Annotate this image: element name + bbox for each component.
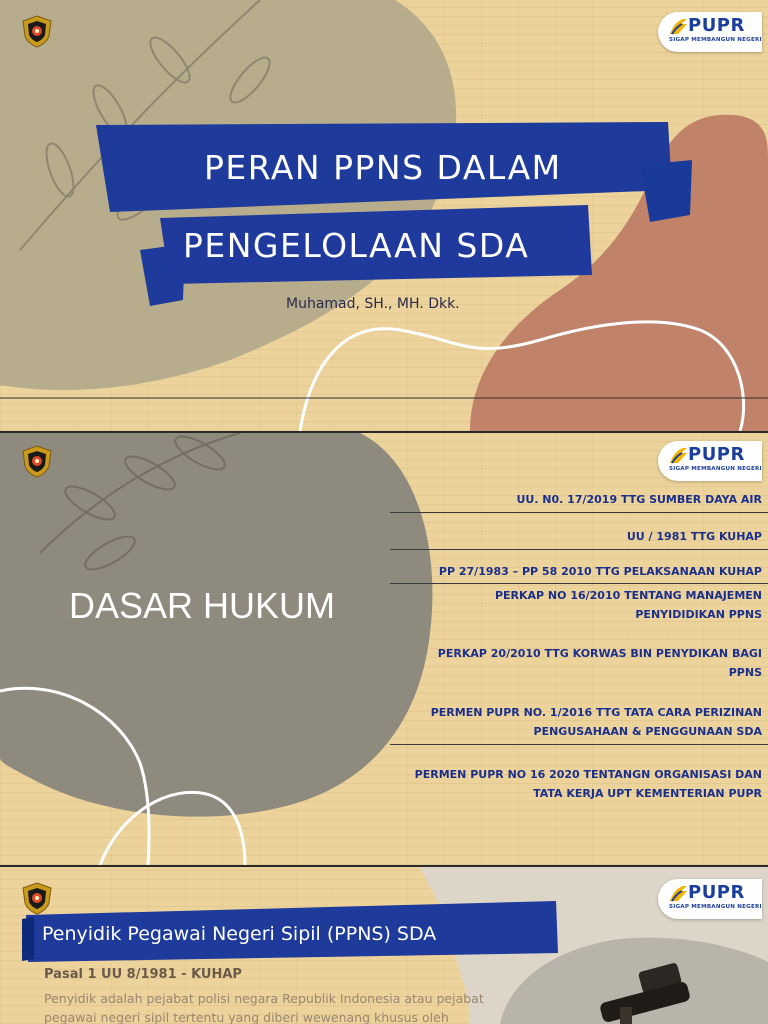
shield-badge-icon — [20, 14, 54, 48]
law-divider — [390, 583, 768, 584]
slide1-decor — [0, 0, 768, 431]
law-item: UU. N0. 17/2019 TTG SUMBER DAYA AIR — [516, 493, 762, 506]
law-item: PERMEN PUPR NO 16 2020 TENTANGN ORGANISASI DAN TATA KERJA UPT KEMENTERIAN PUPR — [414, 768, 762, 800]
slide-dasar-hukum — [0, 433, 768, 865]
law-item: PERMEN PUPR NO. 1/2016 TTG TATA CARA PERIZINAN PENGUSAHAAN & PENGGUNAAN SDA — [430, 706, 762, 738]
pupr-logo — [658, 12, 762, 52]
pupr-logo-icon — [669, 885, 688, 902]
dasar-hukum-heading: DASAR HUKUM — [69, 585, 336, 626]
law-item: PERKAP 20/2010 TTG KORWAS BIN PENYDIKAN BAGI PPNS — [437, 647, 762, 679]
pupr-logo-icon — [669, 18, 688, 35]
logo-tagline: SIGAP MEMBANGUN NEGERI — [669, 466, 762, 472]
law-item: PP 27/1983 – PP 58 2010 TTG PELAKSANAAN KUHAP — [438, 565, 762, 578]
pupr-logo-icon — [669, 447, 688, 464]
logo-tagline: SIGAP MEMBANGUN NEGERI — [669, 904, 762, 910]
shield-badge-icon — [20, 881, 54, 915]
law-divider — [390, 549, 768, 550]
law-item: UU / 1981 TTG KUHAP — [626, 530, 762, 543]
law-item: PERKAP NO 16/2010 TENTANG MANAJEMEN PENYIDIDIKAN PPNS — [494, 589, 762, 621]
logo-text: PUPR — [688, 444, 745, 465]
pupr-logo — [658, 441, 762, 481]
title-line2: PENGELOLAAN SDA — [183, 226, 530, 265]
law-divider — [390, 744, 768, 745]
slide-title — [0, 0, 768, 431]
logo-tagline: SIGAP MEMBANGUN NEGERI — [669, 37, 762, 43]
logo-text: PUPR — [688, 15, 745, 36]
ppns-heading: Penyidik Pegawai Negeri Sipil (PPNS) SDA — [42, 923, 437, 945]
pasal-body-text: Penyidik adalah pejabat polisi negara Republik Indonesia atau pejabat pegawai negeri sipil tertentu yang diberi wewenang khusus oleh — [44, 991, 484, 1024]
law-divider — [390, 512, 768, 513]
title-line1: PERAN PPNS DALAM — [204, 148, 562, 187]
slide-ppns — [0, 867, 768, 1024]
pasal-heading: Pasal 1 UU 8/1981 - KUHAP — [44, 967, 242, 982]
shield-badge-icon — [20, 444, 54, 478]
pupr-logo — [658, 879, 762, 919]
logo-text: PUPR — [688, 882, 745, 903]
author-name: Muhamad, SH., MH. Dkk. — [286, 296, 460, 312]
